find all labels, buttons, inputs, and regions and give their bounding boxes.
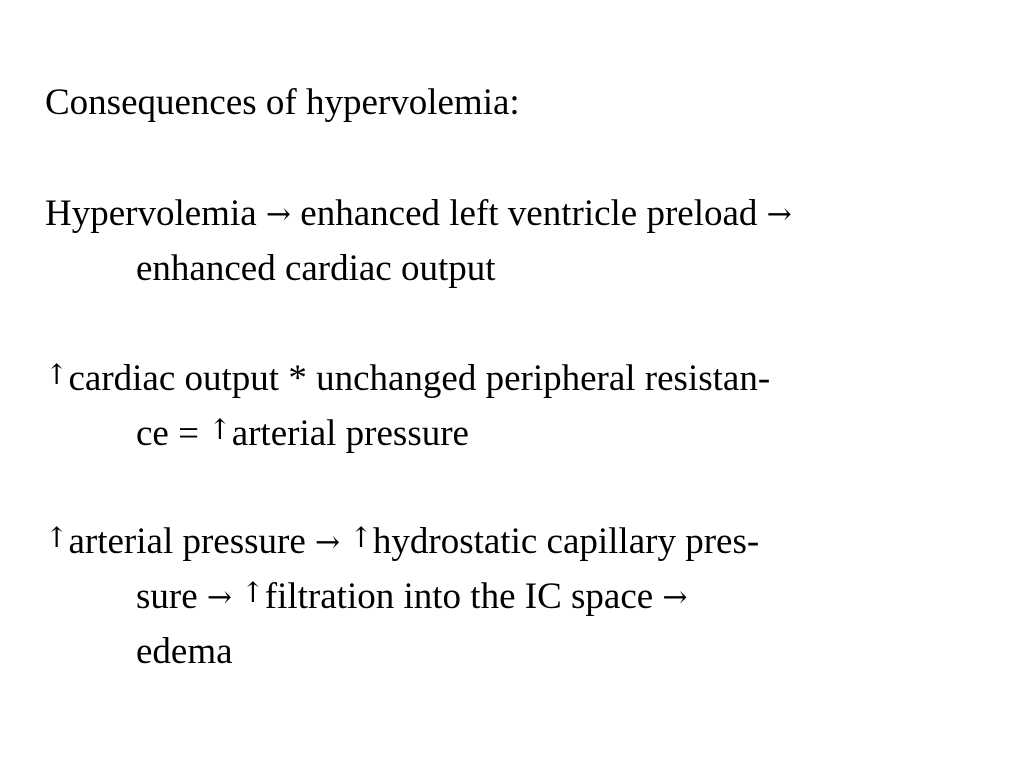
p2-text-a: cardiac output * unchanged peripheral resistan- — [68, 358, 771, 399]
p3-line3 — [136, 624, 233, 679]
p3-text-d: sure — [136, 576, 207, 617]
arrow-right-icon: → — [662, 580, 688, 615]
arrow-right-icon: → — [206, 580, 233, 615]
arrow-up-icon: ↑ — [208, 413, 232, 446]
p3-text-a: arterial pressure — [68, 521, 316, 562]
arrow-up-icon: ↑ — [45, 521, 69, 554]
p1-text-b: enhanced left ventricle preload — [291, 193, 767, 234]
p3-text-c: hydrostatic capillary pres- — [372, 521, 760, 562]
p2-line1 — [45, 351, 770, 406]
p3-text-f: filtration into the IC space — [264, 576, 663, 617]
p1-line1 — [45, 186, 792, 241]
p1-line2 — [136, 241, 496, 296]
arrow-right-icon: → — [766, 197, 792, 232]
p3-line2 — [136, 569, 688, 624]
p3-text-b — [340, 521, 349, 562]
arrow-up-icon: ↑ — [241, 576, 265, 609]
arrow-right-icon: → — [315, 525, 341, 560]
slide-title — [45, 75, 520, 130]
arrow-up-icon: ↑ — [349, 521, 373, 554]
p2-text-b: ce = — [136, 413, 209, 454]
p1-text-c: enhanced cardiac output — [136, 248, 496, 289]
p2-line2 — [136, 406, 469, 461]
title-text: Consequences of hypervolemia: — [45, 82, 520, 123]
p1-text-a: Hypervolemia — [45, 193, 266, 234]
p3-text-e — [232, 576, 241, 617]
p3-line1 — [45, 514, 759, 569]
arrow-right-icon: → — [265, 197, 292, 232]
arrow-up-icon: ↑ — [45, 358, 69, 391]
p3-text-g: edema — [136, 631, 233, 672]
p2-text-c: arterial pressure — [231, 413, 469, 454]
